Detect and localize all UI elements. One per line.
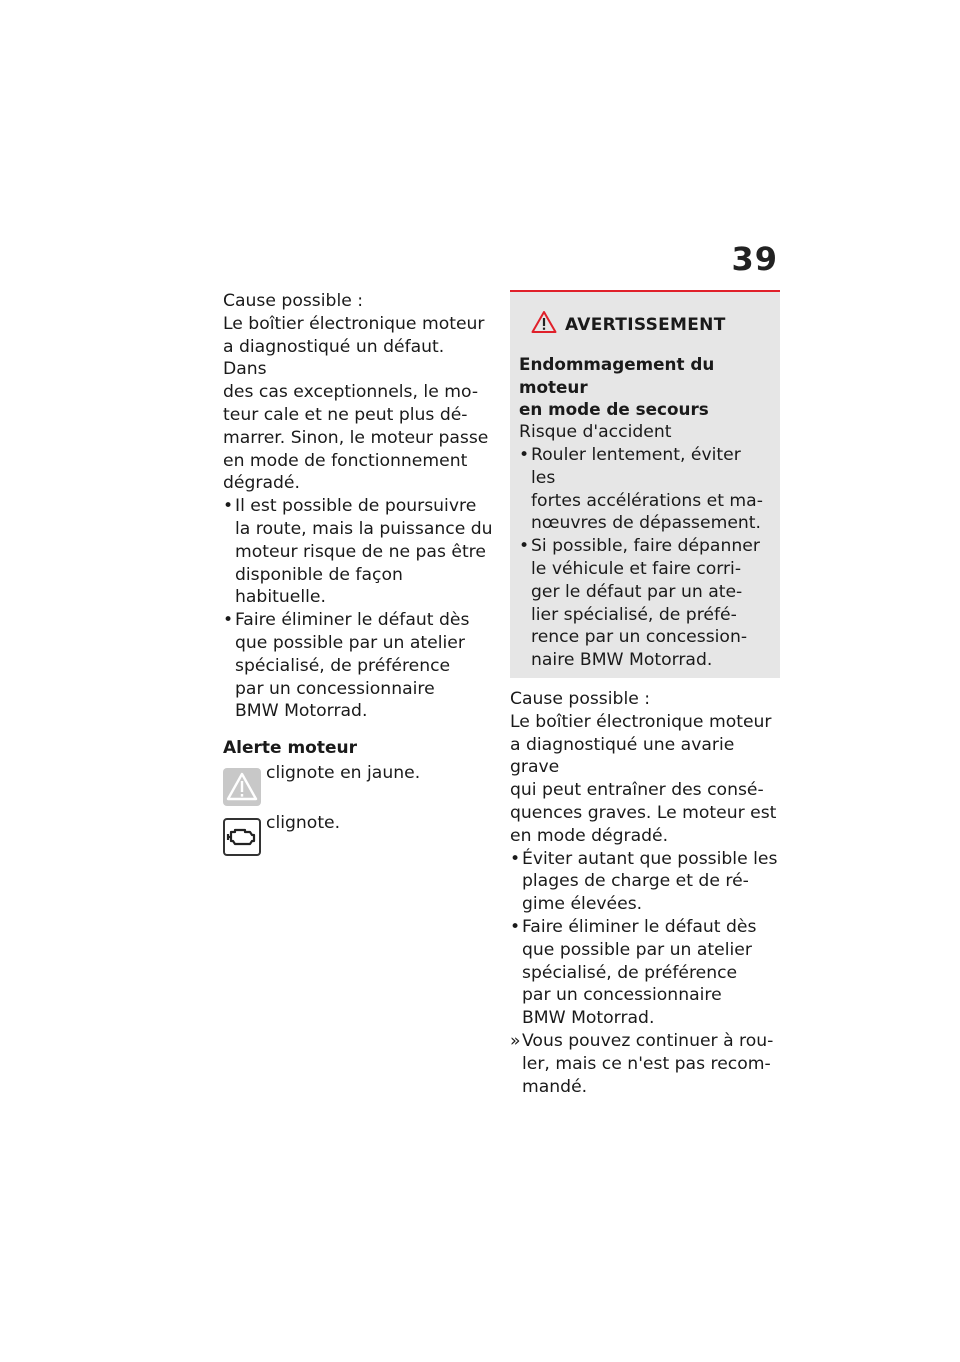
warning-header [531, 310, 770, 341]
engine-check-icon [223, 818, 261, 856]
result-mark: » [510, 1030, 521, 1051]
list-item: • Éviter autant que possible les plages de charge et de ré- gime élevées. [510, 848, 780, 916]
list-item: • Si possible, faire dépanner le véhicule et faire corri- ger le défaut par un ate- lier spécialisé, de préfé- rence par un concession- naire BMW Motorrad. [519, 535, 770, 672]
list-item: • Il est possible de poursuivre la route, mais la puissance du moteur risque de ne pas être disponible de façon habituelle. [223, 495, 493, 609]
cause-text: Le boîtier électronique moteur a diagnostiqué un défaut. Dans des cas exceptionnels, le mo- teur cale et ne peut plus dé- marrer. Sinon, le moteur passe en mode de fonctionnement dégradé. [223, 313, 489, 494]
warning-title: AVERTISSEMENT [565, 315, 726, 335]
warning-box [510, 290, 780, 678]
result-text: Vous pouvez continuer à rou- ler, mais ce n'est pas recom- mandé. [522, 1030, 774, 1097]
left-column [223, 290, 493, 856]
page-number: 39 [731, 240, 778, 278]
indicator-text: clignote. [266, 812, 341, 833]
cause-text: Le boîtier électronique moteur a diagnostiqué une avarie grave qui peut entraîner des consé- quences graves. Le moteur est en mode dégradé. [510, 711, 777, 846]
list-item: • Faire éliminer le défaut dès que possible par un atelier spécialisé, de préférence par un concessionnaire BMW Motorrad. [223, 609, 493, 723]
warning-bullet-list [519, 444, 770, 672]
warning-risk: Risque d'accident [519, 422, 672, 443]
indicator-row [223, 762, 493, 806]
cause-label: Cause possible : [223, 291, 364, 311]
cause-label: Cause possible : [510, 688, 651, 709]
right-column [510, 290, 780, 1098]
warning-subtitle: Endommagement du moteur en mode de secours [519, 353, 715, 420]
indicator-text: clignote en jaune. [266, 762, 421, 783]
warning-triangle-icon [531, 310, 557, 341]
result-item [510, 1030, 780, 1098]
warning-triangle-icon [223, 768, 261, 806]
section-heading: Alerte moteur [223, 738, 358, 759]
right-bullet-list [510, 848, 780, 1030]
left-bullet-list [223, 495, 493, 723]
list-item: • Rouler lentement, éviter les fortes accélérations et ma- nœuvres de dépassement. [519, 444, 770, 535]
list-item: • Faire éliminer le défaut dès que possible par un atelier spécialisé, de préférence par un concessionnaire BMW Motorrad. [510, 916, 780, 1030]
indicator-row [223, 812, 493, 856]
